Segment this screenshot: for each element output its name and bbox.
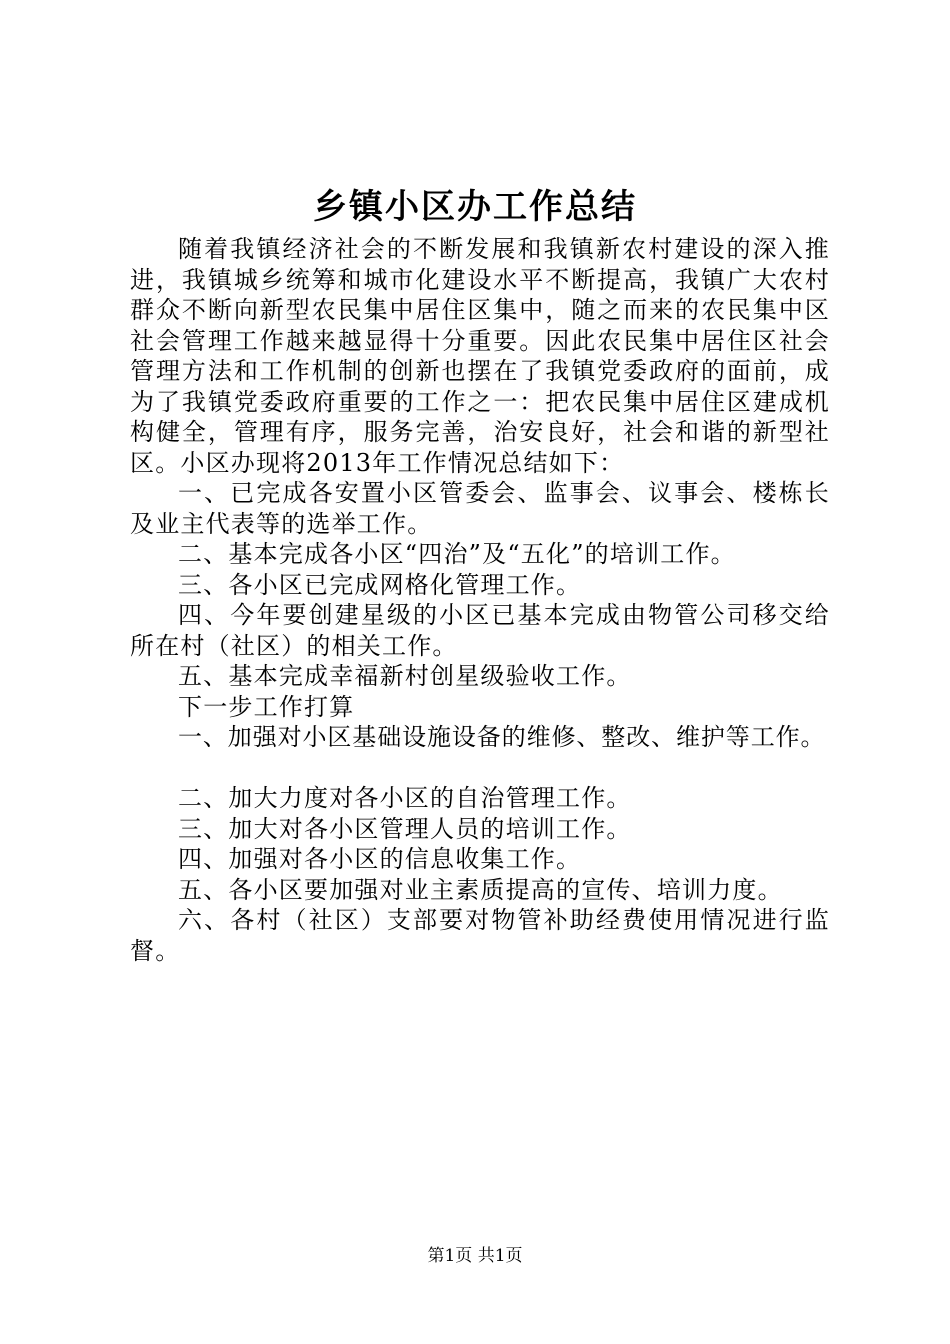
completed-item-3: 三、各小区已完成网格化管理工作。 [178,570,582,599]
next-steps-heading: 下一步工作打算 [178,692,355,721]
plan-item-1: 一、加强对小区基础设施设备的维修、整改、维护等工作。 [178,723,826,751]
completed-item-5: 五、基本完成幸福新村创星级验收工作。 [178,662,632,690]
document-title: 乡镇小区办工作总结 [313,187,637,227]
plan-item-2: 二、加大力度对各小区的自治管理工作。 [178,784,632,812]
document-body [130,234,830,966]
intro-paragraph: 随着我镇经济社会的不断发展和我镇新农村建设的深入推进，我镇城乡统筹和城市化建设水平不断提高，我镇广大农村群众不断向新型农民集中居住区集中，随之而来的农民集中区社会管理工作越来越显得十分重要。因此农民集中居住区社会管理方法和工作机制的创新也摆在了我镇党委政府的面前，成为了我镇党委政府重要的工作之一：把农民集中居住区建成机构健全，管理有序，服务完善，治安良好，社会和谐的新型社区。小区办现将2013年工作情况总结如下： [130,235,830,477]
page-number-footer: 第1页 共1页 [427,1246,523,1266]
plan-item-6: 六、各村（社区）支部要对物管补助经费使用情况进行监督。 [130,906,830,965]
completed-item-2: 二、基本完成各小区“四治”及“五化”的培训工作。 [178,540,736,568]
completed-item-1: 一、已完成各安置小区管委会、监事会、议事会、楼栋长及业主代表等的选举工作。 [130,479,830,538]
blank-line [130,753,830,784]
plan-item-5: 五、各小区要加强对业主素质提高的宣传、培训力度。 [178,875,783,904]
completed-item-4: 四、今年要创建星级的小区已基本完成由物管公司移交给所在村（社区）的相关工作。 [130,601,830,660]
plan-item-3: 三、加大对各小区管理人员的培训工作。 [178,814,632,843]
plan-item-4: 四、加强对各小区的信息收集工作。 [178,845,582,873]
